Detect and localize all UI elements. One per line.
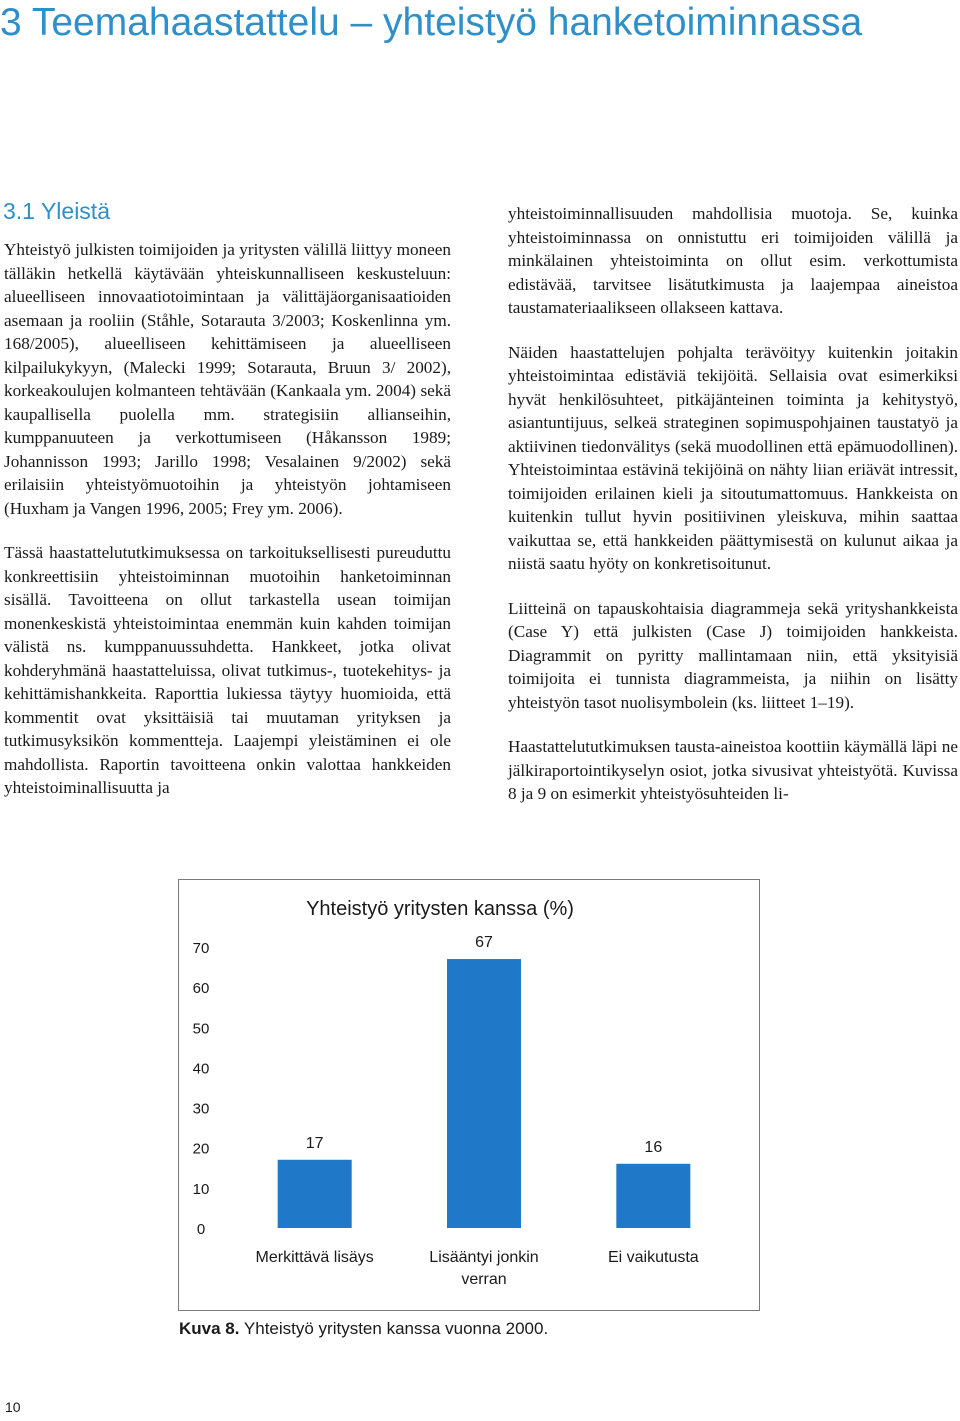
y-tick-label: 0 (196, 1221, 206, 1238)
caption-label: Kuva 8. (179, 1319, 240, 1338)
data-label: 67 (475, 934, 493, 952)
y-tick-label: 50 (192, 1020, 210, 1038)
chapter-title: 3 Teemahaastattelu – yhteistyö hanketoiminnassa (0, 1, 863, 44)
x-category-label: Merkittävä lisäys (255, 1249, 374, 1266)
x-category-label: Ei vaikutusta (607, 1249, 699, 1266)
y-tick-label: 70 (192, 940, 210, 957)
left-column (4, 238, 451, 821)
figure-caption (179, 1318, 548, 1340)
data-label: 16 (644, 1138, 663, 1156)
paragraph: Tässä haastattelututkimuksessa on tarkoituksellisesti pureuduttu konkreettisiin yhteistoiminnan muotoihin hanketoiminnan sisällä. Tavoitteena on ollut tarkastella usean toimijan monenkeskistä yhteistoimintaa enemmän kuin kahden toimijan välistä ns. kumppanuussuhdetta. Hankkeet, jotka olivat kohderyhmänä haastatteluissa, olivat tutkimus-, tuotekehitys- ja kehittämishankkeita. Raporttia lukiessa täytyy huomioida, että kommentit ovat yksittäisiä tai muutaman yrityksen ja tutkimusyksikön kommentteja. Laajempi yleistäminen ei ole mahdollista. Raportin tavoitteena onkin valottaa hankkeiden yhteistoiminallisuutta ja (4, 543, 451, 797)
chart-title: Yhteistyö yritysten kanssa (%) (306, 898, 574, 920)
data-label: 17 (305, 1134, 324, 1152)
y-tick-label: 10 (192, 1180, 210, 1198)
bar (278, 1160, 352, 1228)
bar (447, 959, 521, 1228)
paragraph: yhteistoiminnallisuuden mahdollisia muotoja. Se, kuinka yhteistoiminnassa on onnistuttu eri toimijoiden välillä ja minkälainen yhteistoiminta on ollut esim. verkottumista edistävää, tarvitsee lisätutkimusta ja laajempaa aineistoa taustamateriaalikseen ollakseen kattava. (508, 204, 958, 317)
page-number: 10 (5, 1399, 21, 1415)
y-tick-label: 60 (192, 980, 210, 998)
y-tick-label: 40 (192, 1060, 210, 1078)
y-tick-label: 30 (192, 1100, 210, 1118)
x-category-label: Lisääntyi jonkin (429, 1249, 539, 1266)
caption-text: Yhteistyö yritysten kanssa vuonna 2000. (239, 1319, 549, 1338)
paragraph: Liitteinä on tapauskohtaisia diagrammeja sekä yrityshankkeista (Case Y) että julkisten (Case J) toimijoiden hankkeista. Diagrammit on pyritty mallintamaan niin, että yksityisiä toimijoita ei tunnista diagrammeista, ja niihin on lisätty yhteistyön tasot nuolisymbolein (ks. liitteet 1–19). (508, 598, 958, 712)
right-column (508, 202, 958, 827)
paragraph: Yhteistyö julkisten toimijoiden ja yritysten välillä liittyy moneen tälläkin hetkellä käytävään yhteiskunnalliseen keskusteluun: alueelliseen innovaatiotoimintaan ja välittäjäorganisaatioiden asemaan ja rooliin (Ståhle, Sotarauta 3/2003; Koskenlinna ym. 168/2005), alueelliseen kehittämiseen ja alueelliseen kilpailukykyyn, (Malecki 1999; Sotarauta, Bruun 3/ 2002), korkeakoulujen kolmanteen tehtävään (Kankaala ym. 2004) sekä kaupallisella puolella mm. strategisiin allianseihin, kumppanuuteen ja verkottumiseen (Håkansson 1989; Johannisson 1993; Jarillo 1998; Vesalainen 9/2002) sekä erilaisiin yhteistyömuotoihin ja yhteistyön johtamiseen (Huxham ja Vangen 1996, 2005; Frey ym. 2006). (4, 240, 451, 518)
paragraph: Näiden haastattelujen pohjalta terävöityy kuitenkin joitakin yhteistoimintaa edistäviä tekijöitä. Sellaisia ovat esimerkiksi hyvät henkilösuhteet, pitkäjänteinen toiminta ja kehitystyö, asiantuntijuus, selkeä strateginen sopimuspohjainen taustatyö ja aktiivinen tiedonvälitys (sekä muodollinen että epämuodollinen). Yhteistoimintaa estävinä tekijöinä on nähty liian eriävät intressit, toimijoiden erilainen kieli ja sitoutumattomuus. Hankkeista on kuitenkin tullut hyvin positiivinen yleiskuva, mihin saattaa vaikuttaa se, että hankkeiden päättymisestä on kulunut aikaa ja niistä saatu hyöty on konkretisoitunut. (508, 342, 958, 573)
paragraph: Haastattelututkimuksen tausta-aineistoa koottiin käymällä läpi ne jälkiraportointikyselyn osiot, jotka sivusivat yhteistyötä. Kuvissa 8 ja 9 on esimerkit yhteistyösuhteiden li- (508, 737, 958, 803)
y-tick-label: 20 (192, 1140, 210, 1158)
section-heading: 3.1 Yleistä (3, 198, 110, 224)
bar-chart (178, 879, 760, 1311)
x-category-label: verran (461, 1271, 507, 1288)
bar (616, 1164, 690, 1228)
